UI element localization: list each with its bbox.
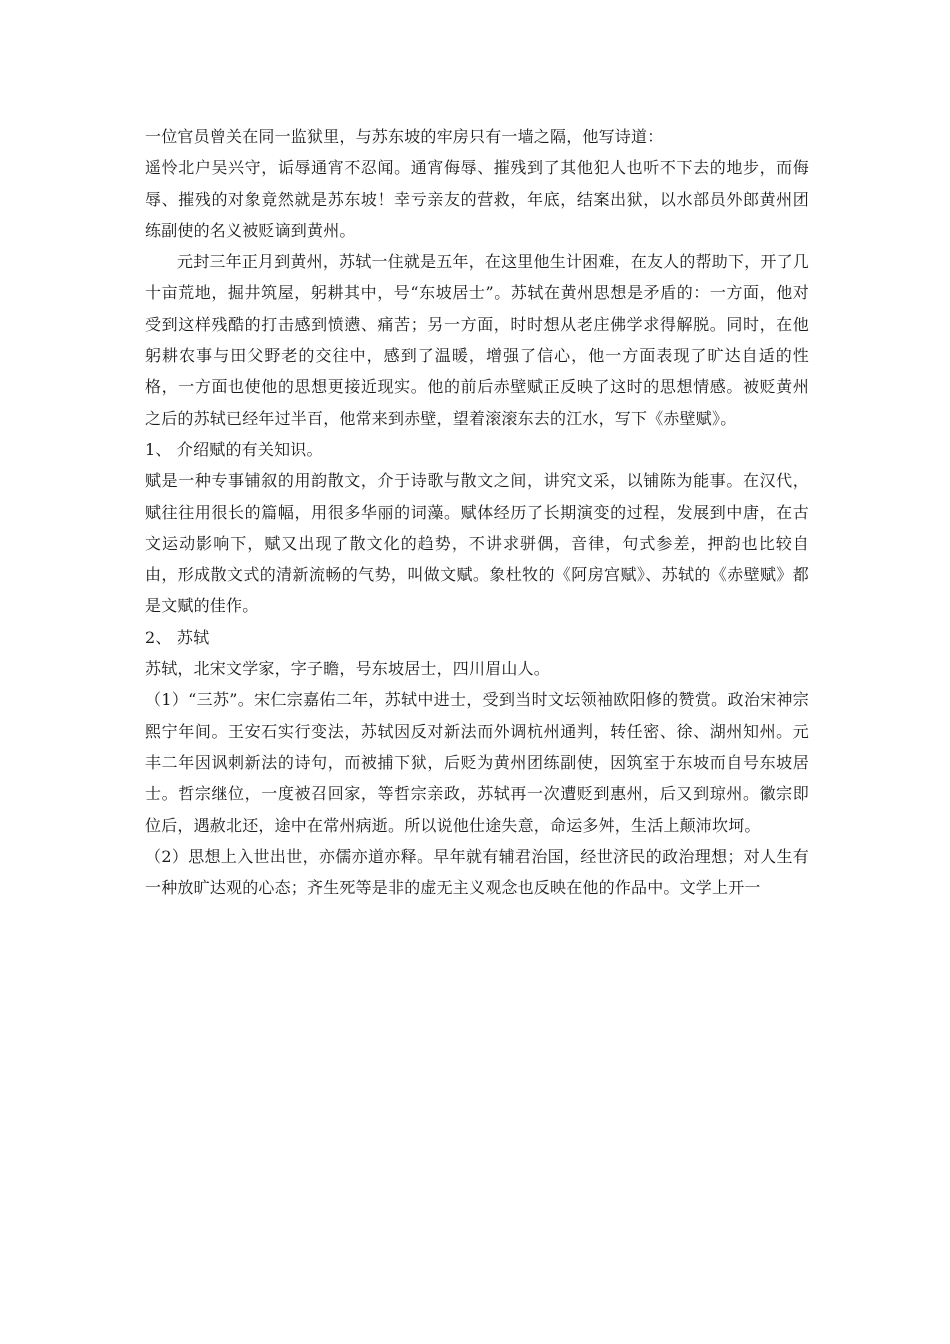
document-body: [145, 121, 809, 903]
paragraph-su-shi-intro: 苏轼，北宋文学家，字子瞻，号东坡居士，四川眉山人。: [145, 659, 551, 679]
paragraph-huangzhou-years: 元封三年正月到黄州，苏轼一住就是五年，在这里他生计困难，在友人的帮助下，开了几十亩荒地，掘井筑屋，躬耕其中，号“东坡居士”。苏轼在黄州思想是矛盾的：一方面，他对受到这样残酷的打击感到愤懑、痛苦；另一方面，时时想从老庄佛学求得解脱。同时，在他躬耕农事与田父野老的交往中，感到了温暖，增强了信心，他一方面表现了旷达自适的性格，一方面也使他的思想更接近现实。他的前后赤壁赋正反映了这时的思想情感。被贬黄州之后的苏轼已经年过半百，他常来到赤壁，望着滚滚东去的江水，写下《赤壁赋》。: [145, 252, 809, 428]
paragraph-fu-definition: 赋是一种专事铺叙的用韵散文，介于诗歌与散文之间，讲究文采，以铺陈为能事。在汉代，赋往往用很长的篇幅，用很多华丽的词藻。赋体经历了长期演变的过程，发展到中唐，在古文运动影响下，赋又出现了散文化的趋势，不讲求骈偶，音律，句式参差，押韵也比较自由，形成散文式的清新流畅的气势，叫做文赋。象杜牧的《阿房宫赋》、苏轼的《赤壁赋》都是文赋的佳作。: [145, 471, 809, 616]
paragraph-prison-poem-intro: 一位官员曾关在同一监狱里，与苏东坡的牢房只有一墙之隔，他写诗道：: [145, 127, 664, 146]
section-heading-su-shi: 2、 苏轼: [145, 627, 210, 647]
paragraph-poem-and-exile: 遥怜北户吴兴守，诟辱通宵不忍闻。通宵侮辱、摧残到了其他犯人也听不下去的地步，而侮辱、摧残的对象竟然就是苏东坡！幸亏亲友的营救，年底，结案出狱，以水部员外郎黄州团练副使的名义被贬谪到黄州。: [145, 158, 809, 240]
paragraph-three-su: （1）“三苏”。宋仁宗嘉佑二年，苏轼中进士，受到当时文坛领袖欧阳修的赞赏。政治宋神宗熙宁年间。王安石实行变法，苏轼因反对新法而外调杭州通判，转任密、徐、湖州知州。元丰二年因讽刺新法的诗句，而被捕下狱，后贬为黄州团练副使，因筑室于东坡而自号东坡居士。哲宗继位，一度被召回家，等哲宗亲政，苏轼再一次遭贬到惠州，后又到琼州。徽宗即位后，遇赦北还，途中在常州病逝。所以说他仕途失意，命运多舛，生活上颠沛坎坷。: [145, 690, 809, 835]
paragraph-su-shi-thought: （2）思想上入世出世，亦儒亦道亦释。早年就有辅君治国，经世济民的政治理想；对人生有一种放旷达观的心态；齐生死等是非的虚无主义观念也反映在他的作品中。文学上开一: [145, 846, 809, 898]
section-heading-fu-knowledge: 1、 介绍赋的有关知识。: [145, 439, 323, 459]
